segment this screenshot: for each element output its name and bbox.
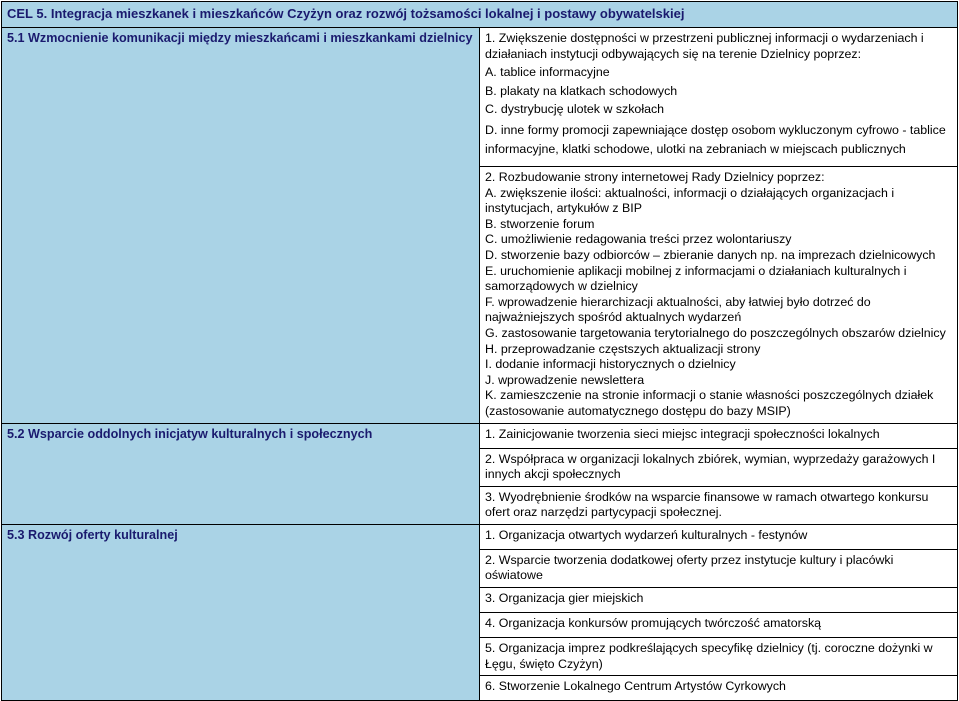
item-cell: 6. Stworzenie Lokalnego Centrum Artystów Cyrkowych — [480, 676, 958, 701]
item-line: A. zwiększenie ilości: aktualności, informacji o działających organizacjach i instytucjach, artykułów z BIP — [485, 185, 895, 216]
item-line: D. stworzenie bazy odbiorców – zbieranie danych np. na imprezach dzielnicowych — [485, 247, 936, 262]
item-cell: 3. Organizacja gier miejskich — [480, 588, 958, 613]
item-line: 2. Rozbudowanie strony internetowej Rady Dzielnicy poprzez: — [485, 170, 825, 184]
item-line: G. zastosowanie targetowania terytorialnego do poszczególnych obszarów dzielnicy — [485, 325, 946, 340]
item-cell: 3. Wyodrębnienie środków na wsparcie finansowe w ramach otwartego konkursu ofert oraz narzędzi partycypacji społecznej. — [480, 486, 958, 524]
goals-table — [1, 1, 958, 701]
item-cell: 1. Organizacja otwartych wydarzeń kulturalnych - festynów — [480, 524, 958, 549]
table-header: CEL 5. Integracja mieszkanek i mieszkańców Czyżyn oraz rozwój tożsamości lokalnej i postawy obywatelskiej — [2, 2, 958, 28]
item-line: K. zamieszczenie na stronie informacji o stanie własności poszczególnych działek (zastosowanie automatycznego dostępu do bazy MSIP) — [485, 388, 934, 418]
item-cell: 1. Zainicjowanie tworzenia sieci miejsc integracji społeczności lokalnych — [480, 423, 958, 448]
section-label: 5.3 Rozwój oferty kulturalnej — [2, 524, 480, 700]
item-line: B. plakaty na klatkach schodowych — [485, 83, 678, 98]
header-row — [2, 2, 958, 28]
item-line: A. tablice informacyjne — [485, 65, 610, 80]
item-line: 1. Zwiększenie dostępności w przestrzeni publicznej informacji o wydarzeniach i działaniach instytucji odbywających się na terenie Dzielnicy poprzez: — [485, 31, 924, 61]
item-line: C. umożliwienie redagowania treści przez wolontariuszy — [485, 232, 792, 247]
item-cell: 2. Współpraca w organizacji lokalnych zbiórek, wymian, wyprzedaży garażowych I innych akcji społecznych — [480, 448, 958, 486]
item-line: J. wprowadzenie newslettera — [485, 372, 645, 387]
item-line: H. przeprowadzanie częstszych aktualizacji strony — [485, 341, 761, 356]
section-label: 5.1 Wzmocnienie komunikacji między mieszkańcami i mieszkankami dzielnicy — [2, 28, 480, 424]
item-cell — [480, 167, 958, 424]
table-row — [2, 423, 958, 448]
item-line: C. dystrybucję ulotek w szkołach — [485, 102, 665, 117]
item-cell — [480, 28, 958, 167]
item-cell: 2. Wsparcie tworzenia dodatkowej oferty przez instytucje kultury i placówki oświatowe — [480, 549, 958, 587]
item-line: D. inne formy promocji zapewniające dostęp osobom wykluczonym cyfrowo - tablice informacyjne, klatki schodowe, ulotki na zebraniach w miejscach publicznych — [485, 122, 946, 156]
section-label: 5.2 Wsparcie oddolnych inicjatyw kulturalnych i społecznych — [2, 423, 480, 524]
item-line: I. dodanie informacji historycznych o dzielnicy — [485, 357, 736, 372]
item-line: B. stworzenie forum — [485, 216, 595, 231]
item-cell: 5. Organizacja imprez podkreślających specyfikę dzielnicy (tj. coroczne dożynki w Łęgu, święto Czyżyn) — [480, 638, 958, 676]
item-line: F. wprowadzenie hierarchizacji aktualności, aby łatwiej było dotrzeć do najważniejszych spośród aktualnych wydarzeń — [485, 294, 871, 325]
item-cell: 4. Organizacja konkursów promujących twórczość amatorską — [480, 613, 958, 638]
table-row — [2, 524, 958, 549]
item-line: E. uruchomienie aplikacji mobilnej z informacjami o działaniach kulturalnych i samorządowych w dzielnicy — [485, 263, 907, 294]
table-row — [2, 28, 958, 167]
